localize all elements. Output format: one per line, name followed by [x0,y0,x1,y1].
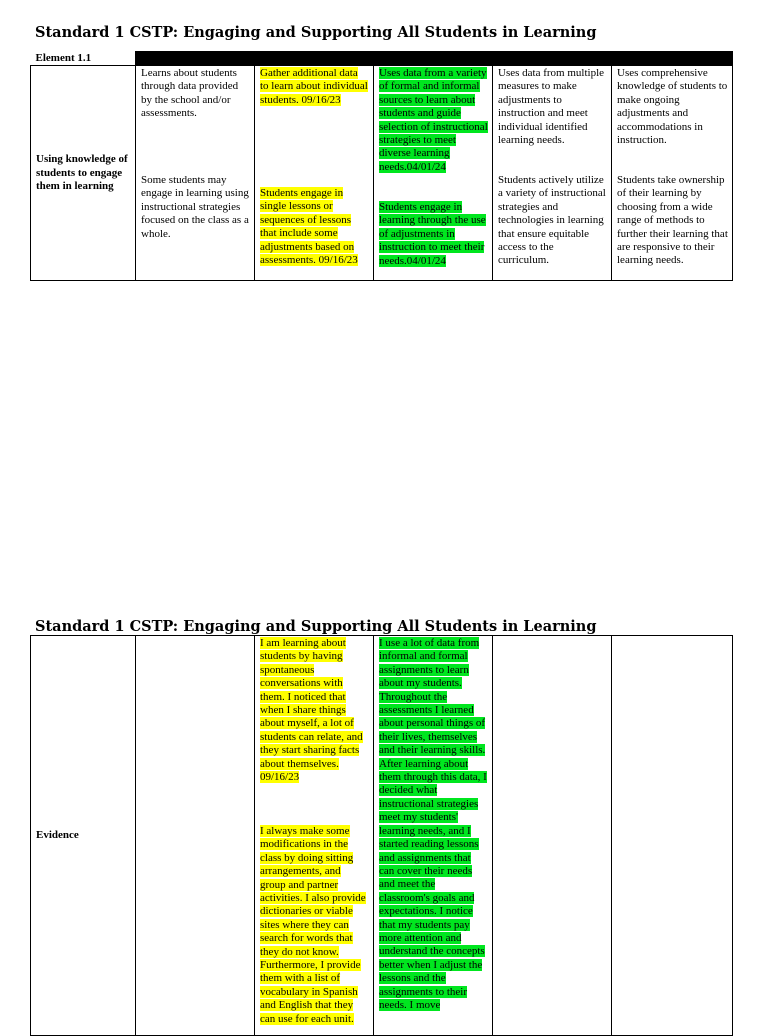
cell-integrating [493,66,612,281]
cell-integrating-bottom: Students actively utilize a variety of instructional strategies and technologies in learning that ensure equitable access to the curriculum. [498,174,606,267]
cell-innovating [612,66,733,281]
page-title-standard-1: Standard 1 CSTP: Engaging and Supporting All Students in Learning [35,24,597,41]
evidence-cell-innovating [612,636,733,1036]
cell-innovating-bottom: Students take ownership of their learning by choosing from a wide range of methods to further their learning that are responsive to their learning needs. [617,174,728,267]
row-label-using-knowledge: Using knowledge of students to engage them in learning [31,66,136,281]
cell-emerging [136,66,255,281]
cell-applying [374,66,493,281]
cell-innovating-top: Uses comprehensive knowledge of students to make ongoing adjustments and accommodations in instruction. [617,67,728,147]
evidence-cell-emerging [136,636,255,1036]
evidence-table [30,635,733,1036]
cell-applying-bottom: Students engage in learning through the use of adjustments in instruction to meet their needs.04/01/24 [379,201,486,267]
evidence-exploring-paragraph-2: I always make some modifications in the class by doing sitting arrangements, and group and partner activities. I also provide dictionaries or viable sites where they can search for words that they do not know. Furthermore, I provide them with a list of vocabulary in Spanish and English that they can use for each unit. [260,825,366,1025]
cell-applying-top: Uses data from a variety of formal and informal sources to learn about students and guide selection of instructional strategies to meet diverse learning needs.04/01/24 [379,67,488,173]
cell-exploring-bottom: Students engage in single lessons or sequences of lessons that include some adjustments based on assessments. 09/16/23 [260,187,358,267]
evidence-cell-exploring [255,636,374,1036]
evidence-applying-paragraph-1: I use a lot of data from informal and formal assignments to learn about my students. Throughout the assessments I learned about personal things of their lives, themselves and their learning skills. After learning about them through this data, I decided what instructional strategies meet my students' learning needs, and I started reading lessons and assignments that can cover their needs and meet the classroom's goals and expectations. I notice that my students pay more attention and understand the concepts better when I adjust the lessons and the assignments to their needs. I move [379,637,487,1011]
cell-exploring [255,66,374,281]
evidence-exploring-paragraph-1: I am learning about students by having spontaneous conversations with them. I noticed that when I share things about myself, a lot of students can relate, and they start sharing facts about themselves. 09/16/23 [260,637,363,784]
row-label-evidence: Evidence [31,636,136,1036]
element-header-bar [136,52,733,66]
element-1-1-table [30,51,733,281]
evidence-cell-integrating [493,636,612,1036]
cell-emerging-bottom: Some students may engage in learning using instructional strategies focused on the class as a whole. [141,174,249,240]
evidence-cell-applying [374,636,493,1036]
element-label: Element 1.1 [35,51,92,64]
cell-integrating-top: Uses data from multiple measures to make adjustments to instruction and meet individual identified learning needs. [498,67,605,147]
page-title-standard-1-continued: Standard 1 CSTP: Engaging and Supporting All Students in Learning [35,618,597,635]
cell-emerging-top: Learns about students through data provided by the school and/or assessments. [141,67,239,120]
cell-exploring-top: Gather additional data to learn about individual students. 09/16/23 [260,67,368,106]
